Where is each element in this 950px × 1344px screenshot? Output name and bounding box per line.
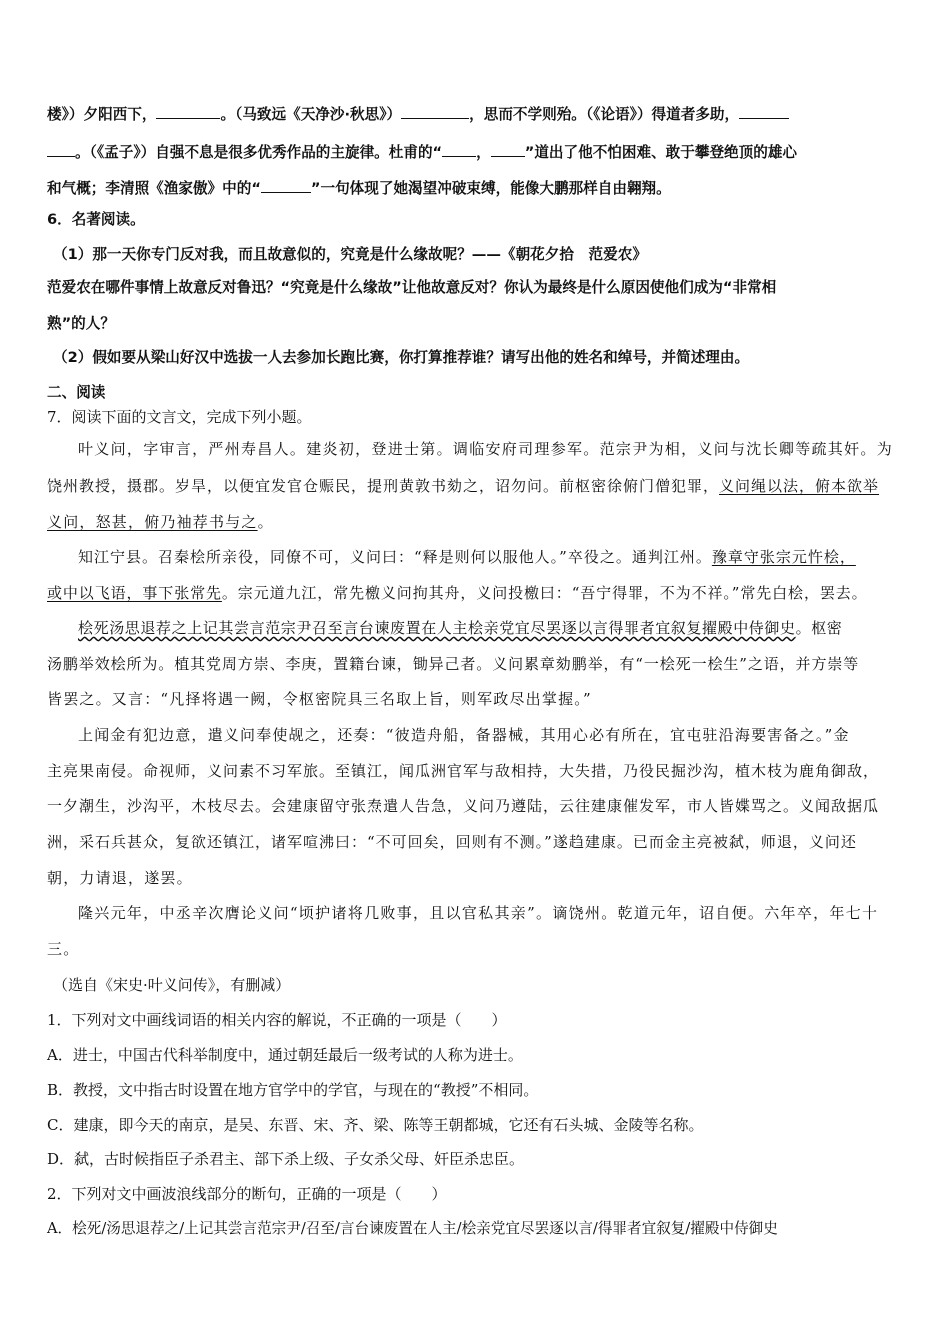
passage-line [47, 618, 842, 638]
q5-line-1 [47, 104, 789, 125]
passage-text: 饶州教授，摄郡。岁旱，以便宜发官仓赈民，提刑黄敦书劾之，诏勿问。前枢密徐俯门僧犯罪， [47, 477, 720, 495]
underlined-phrase: 义问，怒甚，俯乃袖荐书与之 [47, 513, 258, 531]
q5-line-2 [47, 142, 797, 163]
answer-blank[interactable] [491, 142, 525, 157]
passage-text: 知江宁县。召秦桧所亲役，同僚不可，义问曰：“释是则何以服他人。”卒役之。通判江州。 [78, 548, 712, 566]
answer-blank[interactable] [401, 104, 469, 119]
option-a[interactable]: A．进士，中国古代科举制度中，通过朝廷最后一级考试的人称为进士。 [47, 1046, 523, 1064]
q5-line-3 [47, 178, 671, 199]
answer-blank[interactable] [261, 178, 311, 193]
passage-line: 隆兴元年，中丞辛次膺论义问“顷护诸将几败事，且以官私其亲”。谪饶州。乾道元年，诏自便。六年卒，年七十 [78, 904, 879, 922]
option-c[interactable]: C．建康，即今天的南京，是吴、东晋、宋、齐、梁、陈等王朝都城，它还有石头城、金陵等名称。 [47, 1116, 704, 1134]
passage-line [47, 476, 879, 496]
q5-text: ， [476, 144, 491, 161]
answer-blank[interactable] [442, 142, 476, 157]
answer-blank[interactable] [739, 104, 789, 119]
q5-text: ，思而不学则殆。（《论语》）得道者多助， [469, 106, 740, 123]
q5-text: 。（《孟子》）自强不息是很多优秀作品的主旋律。杜甫的“ [75, 144, 443, 161]
q6-part2: （2）假如要从梁山好汉中选拔一人去参加长跑比赛，你打算推荐谁？请写出他的姓名和绰号，并简述理由。 [53, 349, 750, 366]
passage-text: 。枢密 [795, 619, 843, 637]
q5-text: ”一句体现了她渴望冲破束缚，能像大鹏那样自由翱翔。 [310, 180, 671, 197]
q5-text: ”道出了他不怕困难、敢于攀登绝顶的雄心 [524, 144, 798, 161]
q5-text: 楼》）夕阳西下， [47, 106, 157, 123]
option-d[interactable]: D．弑，古时候指臣子杀君主、部下杀上级、子女杀父母、奸臣杀忠臣。 [47, 1150, 525, 1168]
q6-part1-question: 范爱农在哪件事情上故意反对鲁迅？“究竟是什么缘故”让他故意反对？你认为最终是什么原因使他们成为“非常相 [47, 279, 777, 296]
option-b[interactable]: B．教授，文中指古时设置在地方官学中的学官，与现在的“教授”不相同。 [47, 1081, 539, 1099]
sub-question-stem: 1．下列对文中画线词语的相关内容的解说，不正确的一项是（ ） [47, 1011, 507, 1029]
passage-line: 洲，采石兵甚众，复欲还镇江，诸军喧沸曰：“不可回矣，回则有不测。”遂趋建康。已而金主亮被弑，师退，义问还 [47, 833, 857, 851]
passage-line: 三。 [47, 940, 80, 958]
passage-line: 汤鹏举效桧所为。植其党周方崇、李庚，置籍台谏，锄异己者。义问累章劾鹏举，有“一桧死一桧生”之语，并方崇等 [47, 655, 860, 673]
underlined-phrase: 或中以飞语，事下张常先 [47, 584, 222, 602]
passage-text: 。 [257, 513, 274, 531]
section-title: 二、阅读 [47, 384, 106, 401]
answer-blank[interactable] [47, 142, 75, 157]
underlined-phrase: 豫章守张宗元忤桧， [711, 548, 856, 566]
q7-intro: 7．阅读下面的文言文，完成下列小题。 [47, 408, 312, 426]
sub-question-stem: 2．下列对文中画波浪线部分的断句，正确的一项是（ ） [47, 1185, 447, 1203]
passage-line: 朝，力请退，遂罢。 [47, 869, 193, 887]
q5-text: 。（马致远《天净沙·秋思》） [220, 106, 402, 123]
passage-text: 。宗元道九江，常先檄义问拘其舟，义问投檄曰：“吾宁得罪，不为不祥。”常先白桧，罢去。 [221, 584, 868, 602]
q6-part1-question: 熟”的人？ [47, 315, 115, 332]
passage-line: 一夕潮生，沙沟平，木枝尽去。会建康留守张焘遣人告急，义问乃遵陆，云往建康催发军，市人皆媟骂之。义闻敌据瓜 [47, 797, 880, 815]
option-a[interactable]: A．桧死/汤思退荐之/上记其尝言范宗尹/召至/言台谏废置在人主/桧亲党宜尽罢逐以言/得罪者宜叙复/擢殿中侍御史 [47, 1220, 778, 1237]
q6-part1-quote: （1）那一天你专门反对我，而且故意似的，究竟是什么缘故呢？——《朝花夕拾 范爱农》 [53, 246, 647, 263]
q6-title: 6．名著阅读。 [47, 211, 145, 228]
passage-line: 叶义问，字审言，严州寿昌人。建炎初，登进士第。调临安府司理参军。范宗尹为相，义问与沈长卿等疏其奸。为 [78, 440, 894, 458]
passage-line [47, 512, 274, 532]
passage-line [47, 547, 856, 567]
q5-text: 和气概；李清照《渔家傲》中的“ [47, 180, 261, 197]
passage-line: 上闻金有犯边意，遣义问奉使觇之，还奏：“彼造舟船，备器械，其用心必有所在，宜屯驻沿海要害备之。”金 [78, 726, 850, 744]
passage-source: （选自《宋史·叶义问传》，有删减） [53, 976, 291, 994]
underlined-phrase: 义问绳以法，俯本欲举 [719, 477, 880, 495]
answer-blank[interactable] [156, 104, 220, 119]
passage-line: 主亮果南侵。命视师，义问素不习军旅。至镇江，闻瓜洲官军与敌相持，大失措，乃役民掘沙沟，植木枝为鹿角御敌， [47, 762, 880, 780]
passage-line: 皆罢之。又言：“凡择将遇一阙，令枢密院具三名取上旨，则军政尽出掌握。” [47, 690, 592, 708]
passage-line [47, 583, 868, 603]
wavy-underlined-passage: 桧死汤思退荐之上记其尝言范宗尹召至言台谏废置在人主桧亲党宜尽罢逐以言得罪者宜叙复擢殿中侍御史 [78, 619, 796, 637]
